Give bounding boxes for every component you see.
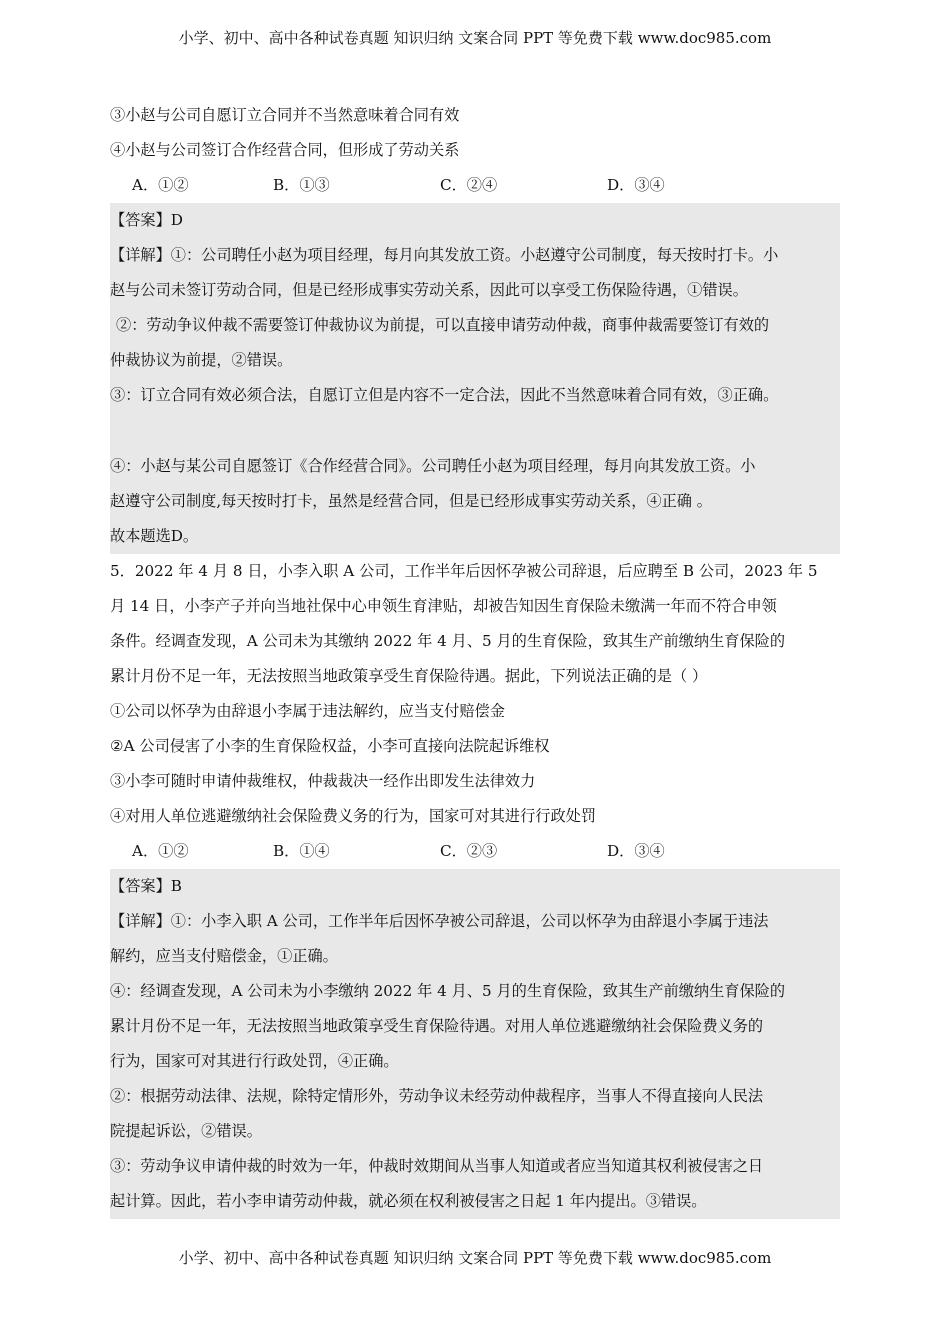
q5-analysis-line: 累计月份不足一年，无法按照当地政策享受生育保险待遇。对用人单位逃避缴纳社会保险费义务的 <box>110 1017 764 1035</box>
q5-option-a: A．①② <box>132 842 189 860</box>
q5-analysis-line: 【详解】①：小李入职 A 公司，工作半年后因怀孕被公司辞退，公司以怀孕为由辞退小李属于违法 <box>110 912 769 930</box>
q4-option-d: D．③④ <box>607 176 665 194</box>
q4-option-c: C．②④ <box>440 176 498 194</box>
q4-analysis-line: ④：小赵与某公司自愿签订《合作经营合同》。公司聘任小赵为项目经理，每月向其发放工资。小 <box>110 457 756 475</box>
q5-answer: 【答案】B <box>110 877 182 895</box>
q4-analysis-line: 仲裁协议为前提，②错误。 <box>110 351 293 369</box>
q5-analysis-line: 行为，国家可对其进行行政处罚，④正确。 <box>110 1052 399 1070</box>
q4-item-4: ④小赵与公司签订合作经营合同，但形成了劳动关系 <box>110 141 460 159</box>
q4-analysis-line: 赵遵守公司制度,每天按时打卡，虽然是经营合同，但是已经形成事实劳动关系，④正确 。 <box>110 492 712 510</box>
q5-options <box>110 834 840 869</box>
page-header: 小学、初中、高中各种试卷真题 知识归纳 文案合同 PPT 等免费下载 www.doc985.com <box>178 29 772 47</box>
q5-analysis-line: 起计算。因此，若小李申请劳动仲裁，就必须在权利被侵害之日起 1 年内提出。③错误。 <box>110 1192 707 1210</box>
q5-option-b: B．①④ <box>273 842 330 860</box>
q5-analysis-line: ②：根据劳动法律、法规，除特定情形外，劳动争议未经劳动仲裁程序，当事人不得直接向人民法 <box>110 1087 764 1105</box>
q4-options <box>110 168 840 203</box>
q5-item-2: ②A 公司侵害了小李的生育保险权益，小李可直接向法院起诉维权 <box>110 737 550 755</box>
q4-analysis-line: 【详解】①：公司聘任小赵为项目经理，每月向其发放工资。小赵遵守公司制度，每天按时打卡。小 <box>110 246 779 264</box>
q5-stem-line: 月 14 日，小李产子并向当地社保中心申领生育津贴，却被告知因生育保险未缴满一年而不符合申领 <box>110 597 777 615</box>
q5-stem-line: 5．2022 年 4 月 8 日，小李入职 A 公司，工作半年后因怀孕被公司辞退，后应聘至 B 公司，2023 年 5 <box>110 562 818 580</box>
q5-option-c: C．②③ <box>440 842 498 860</box>
q5-item-3: ③小李可随时申请仲裁维权，仲裁裁决一经作出即发生法律效力 <box>110 772 536 790</box>
q5-option-d: D．③④ <box>607 842 665 860</box>
q4-analysis-line: ②：劳动争议仲裁不需要签订仲裁协议为前提，可以直接申请劳动仲裁，商事仲裁需要签订有效的 <box>116 316 770 334</box>
q5-stem-line: 累计月份不足一年，无法按照当地政策享受生育保险待遇。据此，下列说法正确的是（ ） <box>110 667 708 685</box>
q4-analysis-line: 赵与公司未签订劳动合同，但是已经形成事实劳动关系，因此可以享受工伤保险待遇，①错误。 <box>110 281 748 299</box>
q5-item-1: ①公司以怀孕为由辞退小李属于违法解约，应当支付赔偿金 <box>110 702 505 720</box>
q4-option-b: B．①③ <box>273 176 330 194</box>
q4-answer-block <box>110 203 840 554</box>
q4-conclusion: 故本题选D。 <box>110 527 199 545</box>
q5-answer-block <box>110 869 840 1219</box>
blank-line <box>110 413 840 449</box>
page-footer: 小学、初中、高中各种试卷真题 知识归纳 文案合同 PPT 等免费下载 www.doc985.com <box>178 1249 772 1267</box>
q4-analysis-line: ③：订立合同有效必须合法，自愿订立但是内容不一定合法，因此不当然意味着合同有效，③正确。 <box>110 386 779 404</box>
document-body <box>110 98 840 1219</box>
q5-item-4: ④对用人单位逃避缴纳社会保险费义务的行为，国家可对其进行行政处罚 <box>110 807 596 825</box>
q5-analysis-line: 解约，应当支付赔偿金，①正确。 <box>110 947 338 965</box>
q5-analysis-line: ③：劳动争议申请仲裁的时效为一年，仲裁时效期间从当事人知道或者应当知道其权利被侵害之日 <box>110 1157 764 1175</box>
q5-analysis-line: 院提起诉讼，②错误。 <box>110 1122 262 1140</box>
q5-stem-line: 条件。经调查发现，A 公司未为其缴纳 2022 年 4 月、5 月的生育保险，致其生产前缴纳生育保险的 <box>110 632 786 650</box>
q4-item-3: ③小赵与公司自愿订立合同并不当然意味着合同有效 <box>110 106 460 124</box>
q4-answer: 【答案】D <box>110 211 183 229</box>
q4-option-a: A．①② <box>132 176 189 194</box>
q5-analysis-line: ④：经调查发现，A 公司未为小李缴纳 2022 年 4 月、5 月的生育保险，致其生产前缴纳生育保险的 <box>110 982 786 1000</box>
